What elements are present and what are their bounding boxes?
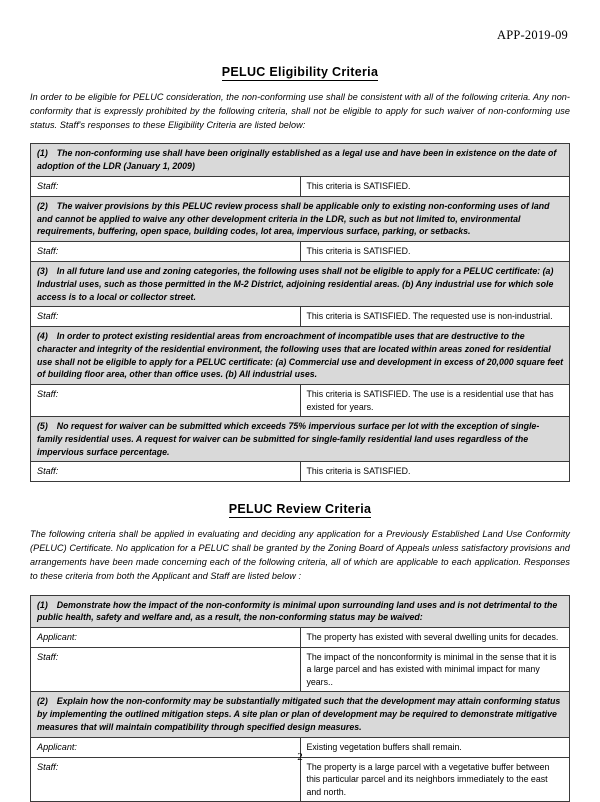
review-section-title-text: PELUC Review Criteria [228,502,372,517]
criteria-cell [31,595,570,628]
criteria-row [31,262,570,307]
response-label-cell [31,647,301,691]
criteria-text: (2) Explain how the non-conformity may be substantially mitigated such that the development may attain conforming status by implementing the outlined mitigation steps. A site plan or plan of development may be required to demonstrate mitigative measures that will maintain compatibility through specified design measures. [37,696,561,732]
page-number: 2 [297,751,303,763]
criteria-text: (1) The non-conforming use shall have been originally established as a legal use and have been in existence on the date of adoption of the LDR (January 1, 2009) [37,148,557,172]
criteria-cell [31,417,570,462]
criteria-number: (4) [37,331,48,342]
criteria-text: (1) Demonstrate how the impact of the non-conformity is minimal upon surrounding land uses and is not detrimental to the public health, safety and welfare and, as a result, the non-conforming status may be waived: [37,599,558,623]
criteria-number: (1) [37,148,48,159]
criteria-row [31,595,570,628]
criteria-number: (2) [37,696,48,707]
response-label-cell [31,628,301,648]
response-text-cell [300,628,570,648]
response-label: Staff: [37,651,59,662]
criteria-row [31,327,570,385]
criteria-number: (2) [37,200,48,211]
criteria-cell [31,692,570,737]
response-label: Applicant: [37,632,77,643]
criteria-cell [31,144,570,177]
response-text-cell [300,462,570,482]
criteria-cell [31,196,570,241]
criteria-text: (4) In order to protect existing residential areas from encroachment of incompatible uses that are destructive to the character and integrity of the residential environment, the following uses that are located within areas zoned for residential use shall not be eligible to apply for a PELUC certificate: (a) Commercial use and development in excess of 20,000 square feet of building floor area, other than office uses. (b) All industrial uses. [37,331,564,380]
criteria-row [31,196,570,241]
response-text: Existing vegetation buffers shall remain. [306,741,462,752]
response-text: This criteria is SATISFIED. [306,466,411,477]
criteria-row [31,692,570,737]
criteria-cell [31,262,570,307]
response-label-cell [31,757,301,801]
response-label-cell [31,462,301,482]
response-text-cell [300,242,570,262]
response-text-cell [300,757,570,801]
response-text: This criteria is SATISFIED. [306,246,411,257]
response-label: Staff: [37,180,59,191]
criteria-number: (3) [37,266,48,276]
response-row [31,307,570,327]
response-label: Staff: [37,311,59,322]
response-row [31,647,570,691]
response-text-cell [300,307,570,327]
response-label: Staff: [37,389,59,400]
response-text-cell [300,385,570,417]
response-text: The impact of the nonconformity is minimal in the sense that it is a large parcel and has existed with minimal impact for many years.. [306,651,557,687]
response-row [31,757,570,801]
response-label-cell [31,176,301,196]
criteria-text: (2) The waiver provisions by this PELUC review process shall be applicable only to existing non-conforming uses of land and cannot be applied to waive any other development criteria in the LDR, such as but not limited to, environmental requirements, buffering, open space, building codes, lot area, impervious surface, parking, or setbacks. [37,200,550,237]
eligibility-table-body [31,144,570,482]
response-label-cell [31,242,301,262]
response-label-cell [31,385,301,417]
response-label: Staff: [37,761,59,772]
criteria-number: (5) [37,421,48,432]
response-label: Staff: [37,466,59,477]
response-row [31,176,570,196]
review-table-body [31,595,570,801]
criteria-row [31,144,570,177]
response-row [31,462,570,482]
review-intro-paragraph: The following criteria shall be applied in evaluating and deciding any application for a Previously Established Land Use Conformity (PELUC) Certificate. No application for a PELUC shall be granted by the Zoning Board of Appeals unless satisfactory provisions and arrangements have been made concerning each of the following criteria, all of which are applicable to each application. Responses to these criteria from both the Applicant and Staff are listed below : [30,529,570,581]
eligibility-criteria-table [30,143,570,482]
eligibility-section-title [30,65,570,79]
response-text: This criteria is SATISFIED. The use is a residential use that has existed for years. [306,389,554,412]
criteria-text: (3) In all future land use and zoning categories, the following uses shall not be eligible to apply for a PELUC certificate: (a) Industrial uses, such as those permitted in the M-2 District, adjoining residential areas. (b) Any industrial use for which sole access is to a local or collector street. [37,266,554,302]
document-id: APP-2019-09 [497,28,568,42]
criteria-cell [31,327,570,385]
response-label: Staff: [37,246,59,257]
response-text: This criteria is SATISFIED. [306,180,411,191]
criteria-row [31,417,570,462]
review-criteria-table [30,595,570,802]
criteria-text: (5) No request for waiver can be submitted which exceeds 75% impervious surface per lot with the exception of single-family residential uses. A request for waiver can be submitted for single-family residential land uses regardless of the impervious surface percentage. [37,421,540,457]
response-label-cell [31,307,301,327]
eligibility-section-title-text: PELUC Eligibility Criteria [221,65,379,79]
response-text: The property is a large parcel with a vegetative buffer between this particular parcel and its neighbors immediately to the east and north. [306,761,550,797]
response-text-cell [300,176,570,196]
eligibility-intro-paragraph: In order to be eligible for PELUC consideration, the non-conforming use shall be consistent with all of the following criteria. Any non-conformity that is expressly prohibited by the following criteria, shall not be eligible to apply for such waiver of non-conforming use status. Staff's responses to these Eligibility Criteria are listed below: [30,92,570,130]
criteria-number: (1) [37,599,48,610]
response-label: Applicant: [37,741,77,752]
response-row [31,242,570,262]
response-row [31,385,570,417]
review-section-title [30,502,570,516]
response-row [31,628,570,648]
response-text: This criteria is SATISFIED. The requested use is non-industrial. [306,311,553,322]
response-text: The property has existed with several dwelling units for decades. [306,632,559,643]
response-text-cell [300,647,570,691]
